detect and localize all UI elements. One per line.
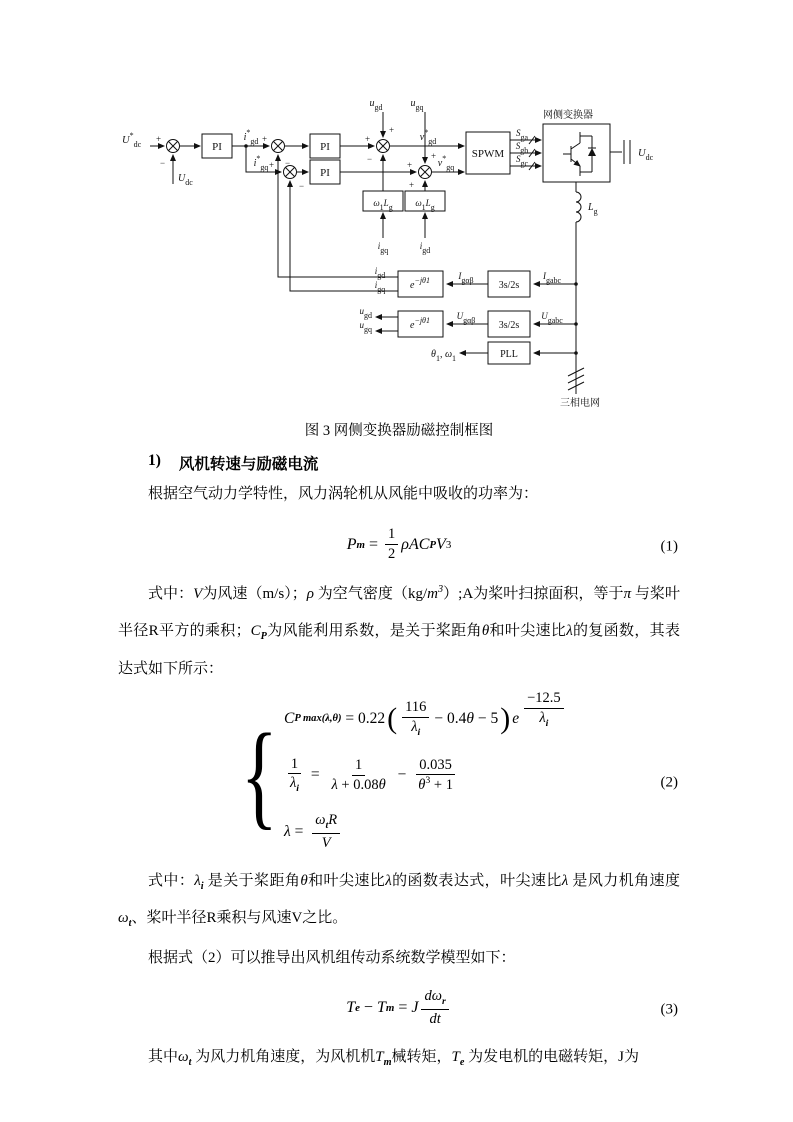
sign-plus-1: + (156, 134, 162, 144)
equation-1 (118, 522, 680, 568)
eq2-number: (2) (660, 774, 678, 791)
sign-minus-3: − (299, 181, 305, 191)
eq2-line-2 (284, 755, 459, 797)
sign-plus-2: + (262, 134, 268, 144)
paragraph-symbol-definitions: 式中：V为风速（m/s）；ρ 为空气密度$(kg/m^3);A$为桨叶扫掠面积，等于π 与桨叶半径R平方的乘积；$C_P$为风能利用系数，是关于桨距角θ和叶尖速比λ的复函数，其表达式如下所示： (118, 583, 680, 677)
label-udc-feedback: $U_{dc}$ (178, 173, 193, 187)
sign-minus-2: − (285, 158, 291, 168)
eq2-frac-116: $\frac{116}{\lambda_i}$ (402, 698, 429, 740)
label-igq-measured: igq (374, 280, 386, 294)
eq3-fraction-derivative: $\frac{d\omega_r}{dt}$ (421, 987, 448, 1029)
label-clarke-current: 3s/2s (498, 280, 520, 291)
sign-minus-4: − (367, 154, 373, 164)
label-igd-measured: igd (374, 266, 386, 280)
eq2-line-3 (284, 811, 343, 853)
sign-plus-4: + (365, 134, 371, 144)
label-sga: Sga (515, 128, 529, 142)
label-sgb: Sgb (515, 141, 529, 155)
paragraph-drive-train-intro: 根据式（2）可以推导出风机组传动系统数学模型如下： (148, 949, 516, 966)
page-content (118, 86, 680, 1079)
label-ig-alphabeta: Igαβ (458, 271, 474, 285)
label-udc-ref: $U^*_{dc}$ (122, 131, 142, 149)
paragraph-lambda-definition: 式中：$\lambda_i$ 是关于桨距角θ和叶尖速比λ的函数表达式，叶尖速比λ 是风力机角速度$\omega_t$、桨叶半径R乘积与风速V之比。 (118, 872, 680, 930)
eq2-frac-1-lambdai: $\frac{1}{\lambda_i}$ (287, 755, 302, 797)
eq2-equals: = (307, 766, 324, 784)
eq1-lhs: P m = (346, 535, 383, 553)
label-pll: PLL (500, 349, 518, 360)
label-ugd-measured: ugd (359, 306, 372, 320)
eq1-rhs: ρAC P V 3 (401, 535, 452, 553)
label-ugq-feedforward: $u_{gq}$ (410, 98, 424, 112)
paragraph-torque-definitions: 其中$\omega_t$ 为风力机角速度，为风机机$T_m$械转矩，$T_e$ 为发电机的电磁转矩，J为 (148, 1049, 639, 1069)
label-igd-coupling: igd (419, 241, 431, 255)
eq2-paren-close: ) (500, 701, 511, 735)
sign-plus-8: + (409, 180, 415, 190)
label-sgc: Sgc (515, 154, 529, 168)
label-igd-ref: $i^*_{gd}$ (243, 128, 259, 146)
eq2-line-1 (283, 690, 567, 740)
eq1-number: (1) (660, 538, 678, 555)
eq2-frac-0035: $\frac{0.035}{\theta^3 + 1}$ (418, 756, 453, 794)
label-pi-1: PI (212, 141, 222, 153)
paragraph-power-intro: 根据空气动力学特性，风力涡轮机从风能中吸收的功率为： (148, 486, 539, 502)
label-vgd-ref: $v^*_{gd}$ (419, 128, 437, 146)
eq1-frac-num: 1 (385, 525, 398, 545)
summing-junction-vq (419, 166, 432, 179)
summing-junction-voltage (167, 140, 180, 153)
eq2-frac-tipspeed: $\frac{\omega_tR}{V}$ (312, 811, 340, 853)
eq2-lines (283, 690, 567, 853)
label-igq-ref: $i^*_{gq}$ (253, 154, 269, 172)
label-pi-3: PI (320, 167, 330, 179)
label-park-voltage: $e^{-j\theta 1}$ (409, 316, 431, 331)
label-wlg-1: ω1Lg (373, 198, 393, 212)
label-wlg-2: ω1Lg (415, 198, 435, 212)
figure-caption: 图 3 网侧变换器励磁控制框图 (304, 423, 494, 439)
igbt-icon (563, 132, 596, 176)
label-igq-coupling: igq (377, 241, 389, 255)
eq2-minus: − (393, 766, 411, 784)
sign-plus-6: + (407, 160, 413, 170)
eq2-frac-exponent: $\frac{-12.5}{\lambda_i}$ (524, 689, 564, 731)
eq2-frac-1-lambda: $\frac{1}{\lambda + 0.08\theta}$ (331, 756, 386, 793)
sign-minus-1: − (160, 158, 166, 168)
label-ugq-measured: ugq (359, 320, 372, 334)
label-ig-abc: Igabc (542, 271, 562, 285)
label-theta-omega: $\theta_1$, $\omega_1$ (431, 349, 456, 363)
eq3-lhs: T e − T m = J (346, 999, 419, 1017)
label-converter-title: 网侧变换器 (543, 110, 593, 121)
label-lg: $L_g$ (588, 202, 598, 216)
label-ug-alphabeta: Ugαβ (456, 311, 476, 325)
label-ug-abc: Ugabc (541, 311, 563, 325)
summing-junction-vd (377, 140, 390, 153)
section-number: 1) (148, 452, 161, 469)
figure-3-block-diagram (118, 86, 678, 411)
summing-junction-id (272, 140, 285, 153)
sign-plus-5: + (389, 125, 395, 135)
section-title: 风机转速与励磁电流 (178, 456, 319, 473)
label-spwm: SPWM (471, 148, 505, 160)
eq1-fraction-half (385, 525, 398, 564)
label-three-phase-grid: 三相电网 (560, 398, 600, 409)
wiring (150, 112, 630, 394)
eq2-l1-head: C P max(λ,θ) = 0.22 (283, 709, 386, 727)
label-ugd-feedforward: $u_{gd}$ (369, 98, 383, 112)
label-udc-out: $U_{dc}$ (638, 148, 654, 162)
label-vgq-ref: $v^*_{gq}$ (437, 154, 455, 172)
eq2-euler: e (512, 709, 520, 727)
equation-3 (118, 985, 680, 1031)
grid-side-converter-block (543, 124, 610, 182)
eq1-frac-den: 2 (388, 546, 396, 562)
equation-2 (118, 690, 680, 853)
label-pi-2: PI (320, 141, 330, 153)
sign-plus-7: + (431, 151, 437, 161)
sign-plus-3: + (269, 160, 275, 170)
eq2-paren-open: ( (387, 701, 398, 735)
eq2-brace: { (241, 709, 279, 841)
eq2-l1-mid: − 0.4 θ − 5 (434, 709, 499, 727)
section-heading (148, 452, 680, 474)
eq2-l3-head: λ = (283, 822, 308, 840)
label-clarke-voltage: 3s/2s (498, 320, 520, 331)
label-park-current: $e^{-j\theta 1}$ (409, 276, 431, 291)
eq3-number: (3) (660, 1001, 678, 1018)
